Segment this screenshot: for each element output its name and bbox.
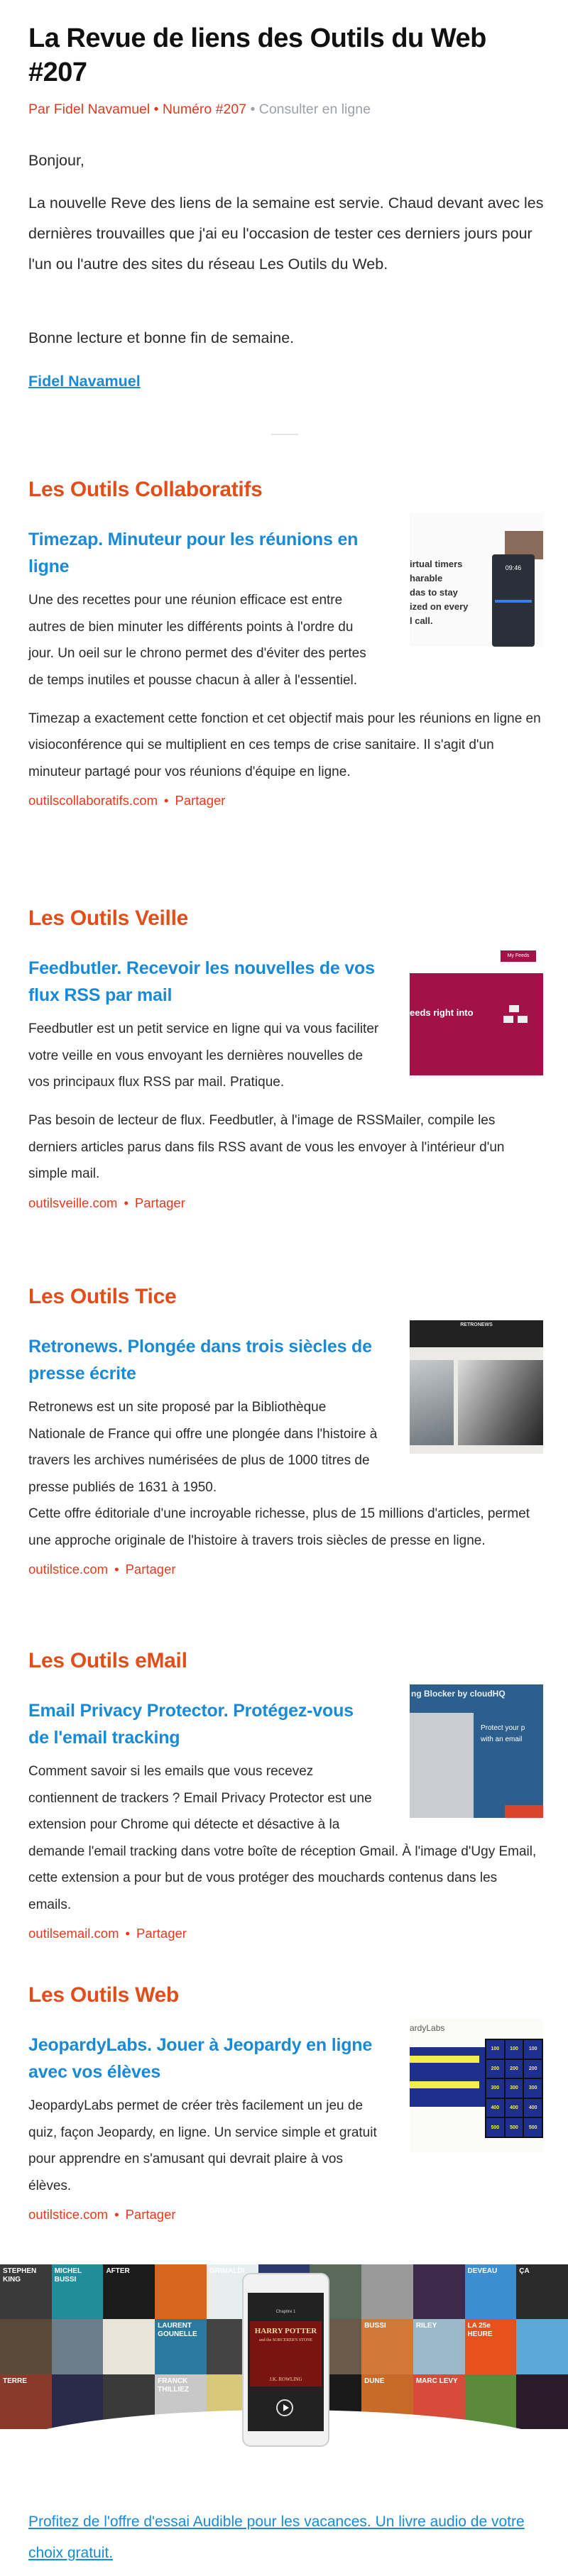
thumb-header: ng Blocker by cloudHQ [411,1689,506,1699]
section-veille [28,904,543,1214]
audiobook-cover: FRANCK THILLIEZ [155,2374,207,2429]
jeopardy-cell: 100 [506,2040,523,2059]
article-thumbnail[interactable] [410,942,543,1075]
share-link[interactable]: Partager [125,1562,176,1577]
audible-offer-link[interactable]: Profitez de l'offre d'essai Audible pour les vacances. Un livre audio de votre choix gratuit. [28,2514,525,2561]
audiobook-cover: LAURENT GOUNELLE [155,2319,207,2374]
jeopardy-cell: 100 [524,2040,542,2059]
section-tice [28,1283,543,1580]
article-title-link[interactable]: Email Privacy Protector. Protégez-vous de l'email tracking [28,1701,354,1748]
section-heading: Les Outils Veille [28,906,188,930]
divider [271,434,298,435]
separator: • [246,102,259,117]
retronews-logo: RETRONEWS [410,1320,543,1347]
article-paragraph: Comment savoir si les emails que vous recevez contiennent de trackers ? Email Privacy Protector est une extension pour Chrome qui détecte et désactive à la demande l'email tracking dans votre boîte de réception Gmail. À l'image d'Ugy Email, cette extension a pour but de vous protéger des mouchards contenus dans les emails. [28,1764,537,1912]
phone-mockup [242,2273,329,2447]
thumb-text: Protect your p with an email [481,1724,525,1743]
audiobook-cover: DUNE [361,2374,413,2429]
article-footer: outilscollaboratifs.com • Partager [28,793,226,808]
section-email [28,1647,543,1944]
issue-number: Numéro #207 [162,102,247,117]
signature-link[interactable]: Fidel Navamuel [28,373,141,390]
share-link[interactable]: Partager [134,1195,185,1210]
view-online-link[interactable]: Consulter en ligne [258,102,371,117]
book-cover: HARRY POTTER and the SORCERER'S STONE J.K. ROWLING [250,2321,322,2386]
article-paragraph: Feedbutler est un petit service en ligne qui va vous faciliter votre veille en vous envoyant les dernières nouvelles de vos principaux flux RSS par mail. Pratique. [28,1021,379,1090]
section-heading: Les Outils Web [28,1983,179,2007]
audiobook-cover [52,2319,104,2374]
article-paragraph: Pas besoin de lecteur de flux. Feedbutler, à l'image de RSSMailer, compile les derniers articles parus dans fils RSS avant de vous les envoyer à l'intérieur d'un simple mail. [28,1113,505,1181]
article-paragraph: Une des recettes pour une réunion efficace est entre autres de bien minuter les différents points à l'ordre du jour. Un oeil sur le chrono permet des d'éviter des pertes de temps inutiles et pousse chacun à aller à l'essentiel. [28,593,366,688]
audiobook-cover: LA 25e HEURE [465,2319,517,2374]
section-heading: Les Outils eMail [28,1649,187,1672]
jeopardylabs-logo: ardyLabs [410,2023,445,2033]
play-icon [276,2399,293,2416]
article [28,2023,543,2225]
thumb-text: irtual timers harable das to stay ized on every l call. [410,559,469,626]
audiobook-cover: MICHEL BUSSI [52,2264,104,2319]
article-paragraph: Retronews est un site proposé par la Bibliothèque Nationale de France qui offre une plongée dans l'histoire à travers les archives numérisées de plus de 1000 titres de presse publiés de 1631 à 1950. [28,1400,378,1495]
site-link[interactable]: outilstice.com [28,1562,109,1577]
audiobook-cover: MARC LEVY [413,2374,465,2429]
audiobook-cover [516,2319,568,2374]
audiobook-cover: BUSSI [361,2319,413,2374]
jeopardy-cell: 100 [486,2040,504,2059]
jeopardy-cell: 400 [506,2099,523,2117]
jeopardy-cell: 400 [486,2099,504,2117]
article-title-link[interactable]: Timezap. Minuteur pour les réunions en ligne [28,530,359,576]
site-link[interactable]: outilstice.com [28,2207,109,2222]
audiobook-cover [516,2374,568,2429]
audiobook-cover [155,2264,207,2319]
jeopardy-cell: 300 [524,2079,542,2098]
article-thumbnail[interactable] [410,1320,543,1454]
jeopardy-cell: 300 [506,2079,523,2098]
author-link[interactable]: Par Fidel Navamuel [28,102,151,117]
site-link[interactable]: outilsemail.com [28,1926,119,1941]
audiobook-cover: STEPHEN KING [0,2264,52,2319]
jeopardy-cell: 200 [524,2060,542,2078]
share-link[interactable]: Partager [125,2207,176,2222]
article-footer: outilsveille.com • Partager [28,1195,185,1210]
timer-app-mockup: 09:46 [492,554,535,647]
audiobook-cover: AFTER [103,2264,155,2319]
chapter-label: Chapitre 1 [275,2310,296,2314]
jeopardy-cell: 400 [524,2099,542,2117]
jeopardy-cell: 500 [524,2118,542,2137]
audiobook-cover: GRIMALDI [207,2264,258,2319]
article-title-link[interactable]: Retronews. Plongée dans trois siècles de presse écrite [28,1337,372,1383]
article [28,1322,543,1580]
jeopardy-cell: 200 [506,2060,523,2078]
audiobook-cover [413,2264,465,2319]
section-heading: Les Outils Tice [28,1285,177,1308]
my-feeds-button-image: My Feeds [501,950,536,962]
article-footer: outilstice.com • Partager [28,2207,176,2222]
article-paragraph: JeopardyLabs permet de créer très facilement un jeu de quiz, façon Jeopardy, en ligne. Un service simple et gratuit pour apprendre en s'amusant qui devrait plaire à vos élèves. [28,2098,377,2193]
audiobook-cover: RILEY [413,2319,465,2374]
audiobook-cover [103,2319,155,2374]
article-thumbnail[interactable] [410,513,543,647]
article-title-link[interactable]: Feedbutler. Recevoir les nouvelles de vos flux RSS par mail [28,958,375,1005]
section-collaboratifs [28,476,543,811]
article [28,955,543,1214]
article-title-link[interactable]: JeopardyLabs. Jouer à Jeopardy en ligne avec vos élèves [28,2035,373,2082]
jeopardy-cell: 500 [506,2118,523,2137]
jeopardy-board [485,2039,543,2138]
audiobook-cover: ÇA [516,2264,568,2319]
closing: Bonne lecture et bonne fin de semaine. [28,329,295,346]
separator: • [150,102,163,117]
share-link[interactable]: Partager [175,793,226,808]
article-footer: outilstice.com • Partager [28,1562,176,1577]
jeopardy-cell: 300 [486,2079,504,2098]
share-link[interactable]: Partager [136,1926,187,1941]
article-paragraph: Cette offre éditoriale d'une incroyable richesse, plus de 15 millions d'articles, permet une approche originale de l'histoire à travers trois siècles de presse en ligne. [28,1506,530,1548]
jeopardy-cell: 500 [486,2118,504,2137]
article [28,526,543,811]
audible-banner[interactable] [0,2264,568,2449]
article-paragraph: Timezap a exactement cette fonction et cet objectif mais pour les réunions en ligne en visioconférence qui se multiplient en ces temps de crise sanitaire. Il s'agit d'un minuteur partagé pour vos réunions d'équipe en ligne. [28,711,541,779]
article-thumbnail[interactable] [410,2019,543,2152]
site-link[interactable]: outilsveille.com [28,1195,118,1210]
site-link[interactable]: outilscollaboratifs.com [28,793,158,808]
article-thumbnail[interactable] [410,1684,543,1818]
audiobook-cover [0,2319,52,2374]
section-heading: Les Outils Collaboratifs [28,478,263,501]
article-footer: outilsemail.com • Partager [28,1926,187,1941]
article [28,1689,543,1944]
jeopardy-cell: 200 [486,2060,504,2078]
feedbutler-banner: eeds right into [410,973,543,1075]
intro-paragraph: La nouvelle Reve des liens de la semaine est servie. Chaud devant avec les dernières trouvailles que j'ai eu l'occasion de tester ces derniers jours pour l'un ou l'autre des sites du réseau Les Outils du Web. [28,194,544,273]
audiobook-cover [361,2264,413,2319]
audiobook-cover: DEVEAU [465,2264,517,2319]
audiobook-cover: TERRE [0,2374,52,2429]
newsletter-title: La Revue de liens des Outils du Web #207 [28,23,486,87]
greeting: Bonjour, [28,152,84,169]
byline [28,99,371,120]
section-web [28,1981,543,2225]
